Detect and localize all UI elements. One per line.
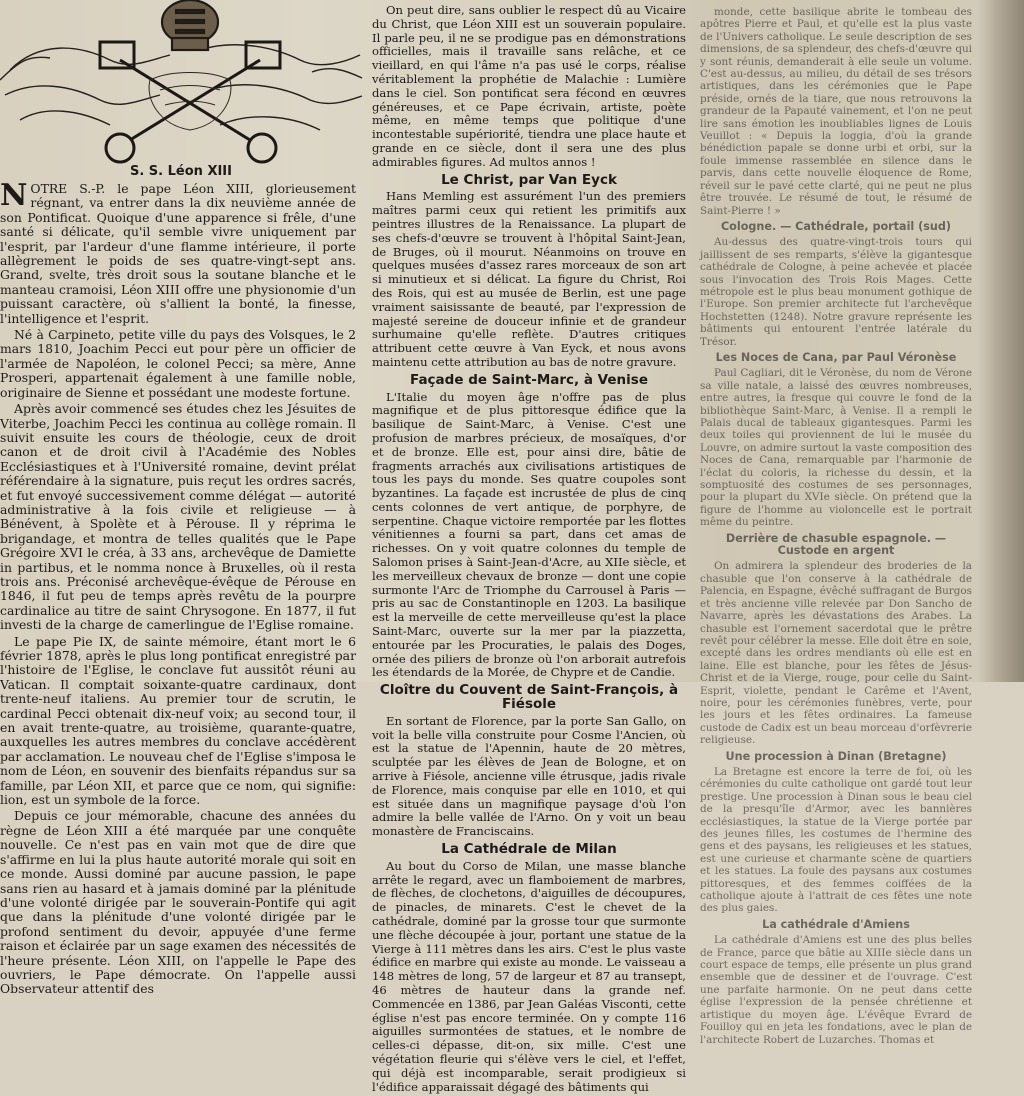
paragraph: Après avoir commencé ses études chez les Jésuites de Viterbe, Joachim Pecci les continua au collège romain. Il suivit ensuite les cours de théologie, ceux de droit canon et de droit civil à l'Académie des Nobles Ecclésiastiques et à l'Université romaine, devint prélat référendaire à la signature, puis reçut les ordres sacrés, et fut envoyé successivement comme délégat — autorité administrative à la fois civile et religieuse — à Bénévent, à Spolète et à Pérouse. Il y réprima le brigandage, et montra de telles qualités que le Pape Grégoire XVI le créa, à 33 ans, archevêque de Damiette in partibus, et le nomma nonce à Bruxelles, où il resta trois ans. Préconisé archevêque-évêque de Pérouse en 1846, il fut peu de temps après revêtu de la pourpre cardinalice au titre de saint Chrysogone. En 1877, il fut investi de la charge de camerlingue de l'Eglise romaine. (0, 401, 356, 633)
paragraph: monde, cette basilique abrite le tombeau des apôtres Pierre et Paul, et qu'elle est la plus vaste de l'Univers catholique. Le seule description de ses dimensions, de sa splendeur, des chefs-d'œuvre qui y sont réunis, demanderait à elle seule un volume. C'est au-dessus, au milieu, du détail de ses trésors artistiques, dans les cérémonies que le Pape préside, ornés de la tiare, que nous retrouvons la grandeur de la Papauté vainement, et l'on ne peut lire sans émotion les inoubliables lignes de Louis Veuillot : « Depuis la loggia, d'où la grande bénédiction papale se donne urbi et orbi, sur la foule immense rassemblée en silence dans le parvis, dans cette nouvelle éloquence de Rome, réveil sur le pavé cette clarté, qui ne peut ne plus être trouvée. Le résumé de tout, le résumé de Saint-Pierre ! » (700, 6, 972, 217)
column-right (700, 0, 978, 1046)
section-heading: Les Noces de Cana, par Paul Véronèse (715, 350, 957, 364)
paragraph: Né à Carpineto, petite ville du pays des Volsques, le 2 mars 1810, Joachim Pecci eut pour père un officier de l'armée de Napoléon, le colonel Pecci; sa mère, Anne Prosperi, appartenait également à une famille noble, originaire de Sienne et possédant une modeste fortune. (0, 327, 356, 400)
paragraph: OTRE S.-P. le pape Léon XIII, glorieusement régnant, va entrer dans la dix neuvième année de son Pontificat. Quoique d'une apparence si frêle, d'une santé si délicate, qu'il semble vivre uniquement par l'esprit, par l'ardeur d'une flamme intérieure, il porte allègrement le poids de ses quatre-vingt-sept ans. Grand, svelte, très droit sous la soutane blanche et le manteau cramoisi, Léon XIII offre une physionomie d'un puissant caractère, où s'allient la bonté, la finesse, l'intelligence et l'esprit. (0, 181, 356, 326)
paragraph: L'Italie du moyen âge n'offre pas de plus magnifique et de plus pittoresque édifice que la basilique de Saint-Marc, à Venise. C'est une profusion de marbres précieux, de mosaïques, d'or et de bronze. Elle est, pour ainsi dire, bâtie de fragments arrachés aux civilisations artistiques de tous les pays du monde. Ses quatre coupoles sont byzantines. La façade est incrustée de plus de cinq cents colonnes de vert antique, de porphyre, de serpentine. Chaque victoire remportée par les flottes vénitiennes a fourni sa part, dans cet amas de richesses. On y voit quatre colonnes du temple de Salomon prises à Saint-Jean-d'Acre, au XIIe siècle, et les merveilleux chevaux de bronze — dont une copie surmonte l'Arc de Triomphe du Carrousel à Paris — pris au sac de Constantinople en 1203. La basilique est la merveille de cette merveilleuse qu'est la place Saint-Marc, ouverte sur la mer par la piazzetta, entourée par les Procuraties, le palais des Doges, ornée des piliers de bronze où l'on arborait autrefois les étendards de la Morée, de Chypre et de Candie. (372, 389, 686, 680)
paragraph: On peut dire, sans oublier le respect dû au Vicaire du Christ, que Léon XIII est un souverain populaire. Il parle peu, il ne se prodigue pas en démonstrations officielles, mais il travaille sans relâche, et ce vieillard, en qui l'âme n'a pas usé le corps, réalise véritablement la prophétie de Malachie : Lumière dans le ciel. Son pontificat sera fécond en œuvres généreuses, et ce Pape écrivain, artiste, poète même, en même temps que politique d'une incontestable supériorité, tiendra une place haute et grande en ce siècle, dont il sera une des plus admirables figures. Ad multos annos ! (372, 3, 686, 169)
paragraph: La cathédrale d'Amiens est une des plus belles de France, parce que bâtie au XIIIe siècle dans un court espace de temps, elle présente un plus grand ensemble que de dessiner et de l'ouvrage. C'est une parfaite harmonie. On ne peut dans cette église l'expression de la pensée chrétienne et artistique du moyen âge. L'évêque Evrard de Fouilloy qui en jeta les fondations, avec le plan de l'architecte Robert de Luzarches. Thomas et (700, 934, 972, 1046)
section-heading: Façade de Saint-Marc, à Venise (410, 371, 648, 388)
paragraph: Le pape Pie IX, de sainte mémoire, étant mort le 6 février 1878, après le plus long pontificat enregistré par l'histoire de l'Eglise, le conclave fut aussitôt réuni au Vatican. Il comptait soixante-quatre cardinaux, dont trente-neuf italiens. Au premier tour de scrutin, le cardinal Pecci obtenait dix-neuf voix; au second tour, il en avait trente-quatre, au troisième, quarante-quatre, auxquelles les autres membres du conclave accédèrent par acclamation. Le nouveau chef de l'Eglise s'imposa le nom de Léon, en souvenir des bienfaits répandus sur sa famille, par Léon XII, et parce que ce nom, qui signifie: lion, est un symbole de la force. (0, 633, 356, 808)
dropcap-letter: N (0, 178, 28, 213)
papal-arms-engraving (0, 0, 362, 165)
paragraph: Depuis ce jour mémorable, chacune des années du règne de Léon XIII a été marquée par une conquête nouvelle. Ce n'est pas en vain mot que de dire que s'affirme en lui la plus haute autorité morale qui soit en ce monde. Aussi dominé par aucune passion, le pape sans rien au hasard et à jamais dominé par la plénitude d'une volonté dirigée par le souverain-Pontife qui agit que dans la plénitude d'une volonté dirigée par le profond sentiment du devoir, appuyée d'une ferme raison et éclairée par un sage examen des nécessités de l'heure présente. Léon XIII, on l'appelle le Pape des ouvriers, le Pape démocrate. On l'appelle aussi Observateur attentif des (0, 808, 356, 997)
paragraph: Au-dessus des quatre-vingt-trois tours qui jaillissent de ses remparts, s'élève la gigantesque cathédrale de Cologne, à peine achevée et placée sous l'invocation des Trois Rois Mages. Cette métropole est le plus beau monument gothique de l'Europe. Son premier architecte fut l'archevêque Hochstetten (1248). Notre gravure représente les bâtiments qui entourent l'entrée latérale du Trésor. (700, 236, 972, 348)
paragraph: En sortant de Florence, par la porte San Gallo, on voit la belle villa construite pour Cosme l'Ancien, où est la statue de l'Apennin, haute de 20 mètres, sculptée par les élèves de Jean de Bologne, et on arrive à Fiésole, ancienne ville étrusque, jadis rivale de Florence, mais conquise par elle en 1010, et qui est située dans un magnifique paysage d'où l'on admire la belle vallée de l'Arno. On y voit un beau monastère de Franciscains. (372, 713, 686, 839)
column-left (0, 0, 362, 997)
section-heading: Le Christ, par Van Eyck (441, 171, 617, 188)
paragraph: Hans Memling est assurément l'un des premiers maîtres parmi ceux qui retient les primitifs aux peintres illustres de la Renaissance. La plupart de ses chefs-d'œuvre se trouvent à l'hôpital Saint-Jean, de Bruges, où il mourut. Néanmoins on trouve en quelques musées d'assez rares morceaux de son art si minutieux et si délicat. La figure du Christ, Roi des Rois, qui est au musée de Berlin, est une page vraiment saisissante de beauté, par l'expression de majesté sereine de douceur infinie et de grandeur surhumaine qu'elle reflète. D'autres critiques attribuent cette œuvre à Van Eyck, et nous avons maintenu cette attribution au bas de notre gravure. (372, 189, 686, 369)
section-heading: La Cathédrale de Milan (441, 841, 617, 858)
column-middle (372, 0, 692, 1094)
section-heading: Cologne. — Cathédrale, portail (sud) (720, 219, 952, 233)
paragraph: Au bout du Corso de Milan, une masse blanche arrête le regard, avec un flamboiement de marbres, de flèches, de clochetons, d'aiguilles de découpures, de pinacles, de minarets. C'est le chevet de la cathédrale, dominé par la grosse tour que surmonte une flèche découpée à jour, portant une statue de la Vierge à 111 mètres dans les airs. C'est le plus vaste édifice en marbre qui existe au monde. Le vaisseau a 148 mètres de long, 57 de largeur et 87 au transept, 46 mètres de hauteur dans la grande nef. Commencée en 1386, par Jean Galéas Visconti, cette église n'est pas encore terminée. On y compte 116 aiguilles surmontées de statues, et le nombre de celles-ci dépasse, dit-on, six mille. C'est une végétation fleurie qui s'élève vers le ciel, et l'effet, qui déjà est incomparable, serait prodigieux si l'édifice apparaissait dégagé des bâtiments qui (372, 858, 686, 1094)
paragraph: Paul Cagliari, dit le Véronèse, du nom de Vérone sa ville natale, a laissé des œuvres nombreuses, entre autres, la fresque qui couvre le fond de la bibliothèque Saint-Marc, à Venise. Il a rempli le Palais ducal de tableaux gigantesques. Parmi les deux toiles qui proviennent de lui le musée du Louvre, on admire surtout la vaste composition des Noces de Cana, remarquable par l'harmonie de l'éclat du coloris, la richesse du dessin, et la somptuosité des costumes de ses personnages, pour la plupart du XVIe siècle. On prétend que la figure de l'homme au violoncelle est le portrait même du peintre. (700, 367, 972, 529)
section-heading: La cathédrale d'Amiens (762, 917, 910, 931)
article-leon-xiii (0, 178, 356, 997)
paragraph: La Bretagne est encore la terre de foi, où les cérémonies du culte catholique ont gardé tout leur prestige. Une procession à Dinan sous le beau ciel de la presqu'île d'Armor, avec les bannières ecclésiastiques, la statue de la Vierge portée par des jeunes filles, les costumes de l'hermine des gens et des paysans, les religieuses et les statues, est une curieuse et charmante scène de quartiers et les statues. La foule des paysans aux costumes pittoresques, et des femmes coiffées de la catholique ajoute à l'attrait de ces fêtes une note des plus gaies. (700, 765, 972, 915)
section-heading: Une procession à Dinan (Bretagne) (725, 749, 947, 763)
section-heading: Cloître du Couvent de Saint-François, à Fiésole (379, 682, 679, 713)
section-heading-leon-xiii: S. S. Léon XIII (129, 164, 232, 179)
section-heading: Derrière de chasuble espagnole. — Custode en argent (725, 531, 947, 558)
page-fold-shadow (978, 0, 1024, 682)
paragraph: On admirera la splendeur des broderies de la chasuble que l'on conserve à la cathédrale de Palencia, en Espagne, évêché suffragant de Burgos et très ancienne ville relevée par Don Sancho de Navarre, après les dévastations des Arabes. La chasuble est l'ornement sacerdotal que le prêtre revêt pour célébrer la messe. Elle doit être en soie, excepté dans les ordres mendiants où elle est en laine. Elle est blanche, pour les fêtes de Jésus-Christ et de la Vierge, rouge, pour celle du Saint-Esprit, violette, pendant le Carême et l'Avent, noire, pour les cérémonies funèbres, verte, pour les jours et les fêtes ordinaires. La fameuse custode de Cadix est un beau morceau d'orfèvrerie religieuse. (700, 560, 972, 747)
